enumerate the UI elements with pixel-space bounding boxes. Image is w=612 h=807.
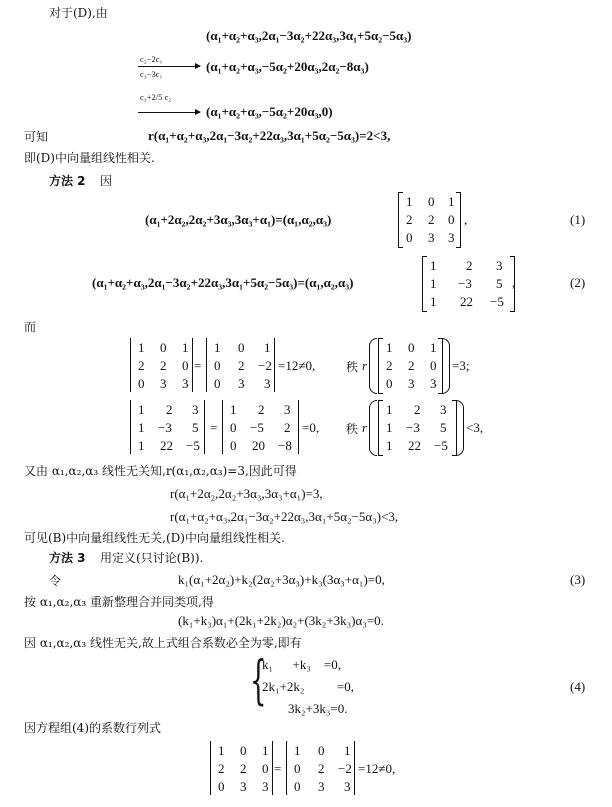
eq1-lhs: (α₁+2α₂,2α₂+3α₃,3α₃+α₁)=(α₁,α₂,α₃) [145,212,332,227]
expr-d3: (α₁+α₂+α₃,−5α₂+20α₃,0) [206,104,333,119]
eq2-no: (2) [570,275,586,290]
ling: 令 [49,574,62,588]
eq1-m-12: 0 [428,194,435,209]
eq3-no: (3) [570,572,586,587]
det3-b: 1 0 1 0 2 −2 0 3 3 [286,741,364,797]
system-brace: { [250,651,267,711]
det1-a: 1 0 1 2 2 0 0 3 3 [130,338,200,394]
rank-word-2: 秩 [346,422,359,436]
sys-row-2: 2k₁+2k₂ =0, [262,679,354,694]
method2-title: 方法 2 [49,174,86,188]
er: 而 [24,320,37,334]
det1-val: =12≠0, [278,358,316,373]
sys-row-1: k₁ +k₃ =0, [262,657,341,672]
eq1-tail: , [464,212,468,227]
rank-eq2: r(α₁+α₂+α₃,2α₁−3α₂+22α₃,3α₁+5α₂−5α₃)<3, [170,509,399,524]
eq1-m-22: 2 [428,212,435,227]
kezhi: 可知 [24,130,49,144]
conclude-d: 即(D)中向量组线性相关. [24,151,155,165]
eq1-m-13: 1 [448,194,455,209]
expr-d2: (α₁+α₂+α₃,−5α₂+20α₃,2α₂−8α₃) [206,59,369,74]
sys-row-3: 3k₂+3k₃=0. [262,701,348,716]
arrow-2 [138,112,200,113]
eq3: k₁(α₁+2α₂)+k₂(2α₂+3α₃)+k₃(3α₃+α₁)=0, [178,572,385,587]
line-d-intro: 对于(D),由 [49,6,108,20]
youyou: 又由 α₁,α₂,α₃ 线性无关知,r(α₁,α₂,α₃)=3,因此可得 [24,464,297,478]
rank-word-1: 秩 [346,360,359,374]
eq1-m-23: 0 [448,212,455,227]
eq1-no: (1) [570,212,586,227]
det3-val: =12≠0, [358,761,396,776]
final-line: 因方程组(4)的系数行列式 [24,721,161,735]
method2-text: 因 [100,174,113,188]
anzhao: 按 α₁,α₂,α₃ 重新整理合并同类项,得 [24,595,214,609]
eq1-m-21: 2 [406,212,413,227]
det2-a: 1 2 3 1 −3 5 1 22 −5 [130,400,210,456]
det2-val: =0, [302,420,320,435]
eq1-matrix [398,192,468,248]
yin: 因 α₁,α₂,α₃ 线性无关,故上式组合系数必全为零,即有 [24,636,302,650]
op1-top: c₂−2c₁ [140,54,163,64]
det1-b: 1 0 1 0 2 −2 0 3 3 [206,338,284,394]
expr-d1: (α₁+α₂+α₃,2α₁−3α₂+22α₃,3α₁+5α₂−5α₃) [206,28,412,43]
eq1-m-11: 1 [406,194,413,209]
eq1-m-33: 3 [448,230,455,245]
det2-b: 1 2 3 0 −5 2 0 20 −8 [222,400,304,456]
conclude-2: 可见(B)中向量组线性无关,(D)中向量组线性相关. [24,531,285,545]
eq1-m-31: 0 [406,230,413,245]
rank-eq1: r(α₁+2α₂,2α₂+3α₃,3α₃+α₁)=3, [170,486,323,501]
eq1-m-32: 3 [428,230,435,245]
op2-top: c₃+2/5 c₂ [140,92,172,102]
eq3b: (k₁+k₃)α₁+(2k₁+2k₂)α₂+(3k₂+3k₃)α₃=0. [178,613,384,628]
op1-bot: c₃−3c₁ [140,69,163,79]
det3-a: 1 0 1 2 2 0 0 3 3 [210,741,280,797]
eq4-no: (4) [570,679,586,694]
det1-rank-matrix: 1 0 1 2 2 0 0 3 3 [378,338,448,394]
eq2-matrix: 1 2 3 1 −3 5 1 22 −5 [422,256,522,312]
eq2-lhs: (α₁+α₂+α₃,2α₁−3α₂+22α₃,3α₁+5α₂−5α₃)=(α₁,α₂,α₃) [92,275,354,290]
arrow-1 [138,66,200,67]
eq2-tail: , [512,275,516,290]
det1-rank: =3; [452,358,470,373]
det2-rank: <3, [466,420,484,435]
method3-text: 用定义(只讨论(B)). [100,551,204,565]
rank-d: r(α₁+α₂+α₃,2α₁−3α₂+22α₃,3α₁+5α₂−5α₃)=2<3, [148,128,391,143]
method3-title: 方法 3 [49,551,86,565]
det2-rank-matrix: 1 2 3 1 −3 5 1 22 −5 [378,400,460,456]
